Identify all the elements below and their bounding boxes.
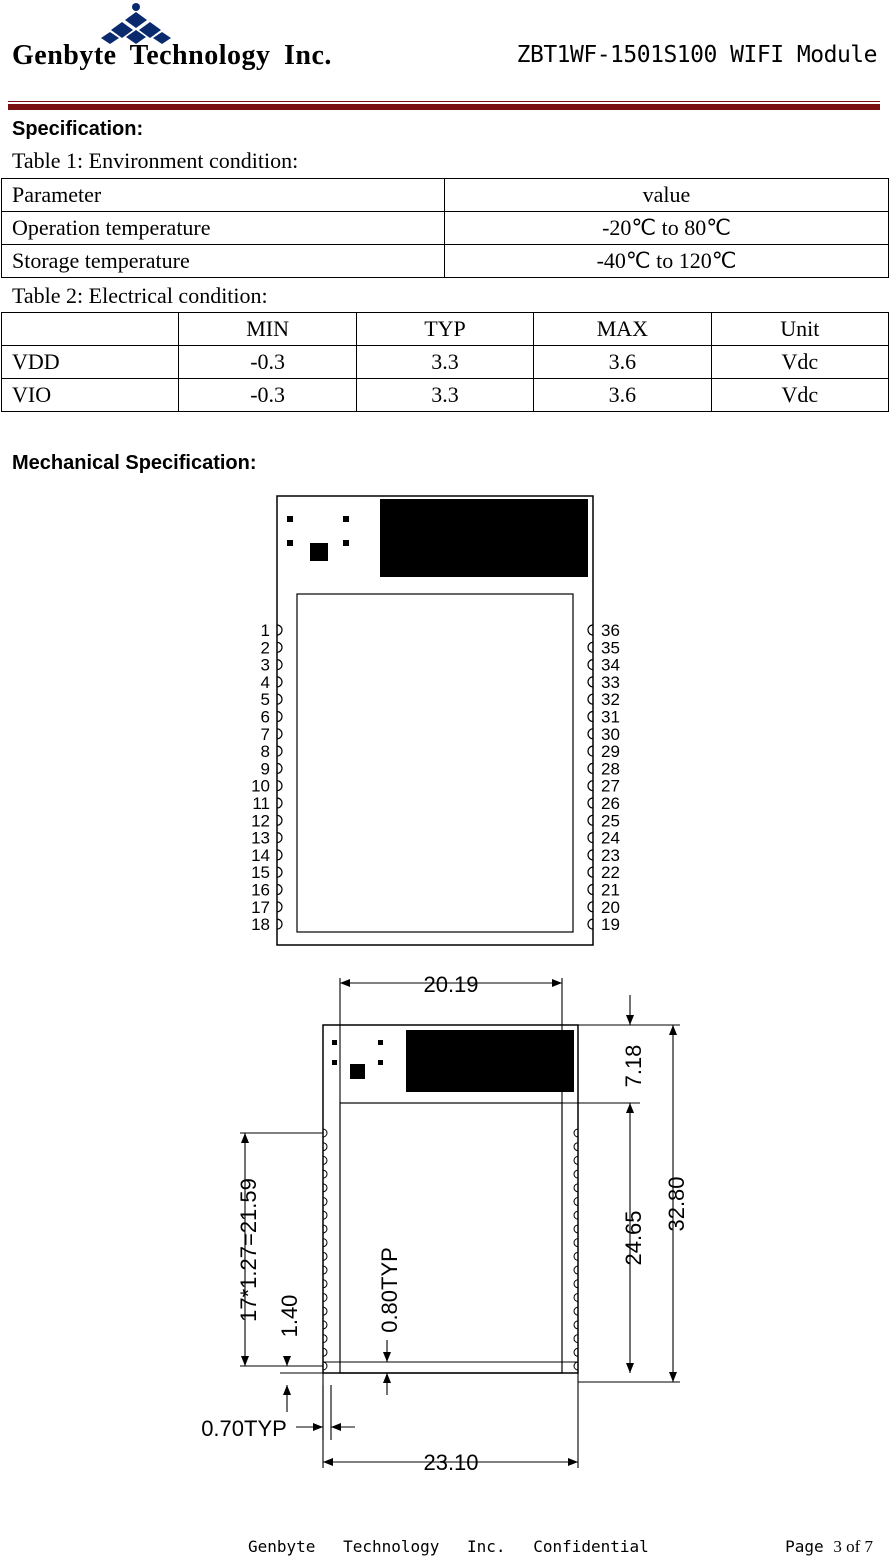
header-rule-thick bbox=[8, 104, 880, 110]
table-cell: Vdc bbox=[711, 379, 888, 412]
table2-caption: Table 2: Electrical condition: bbox=[12, 283, 268, 308]
pin-label: 29 bbox=[601, 742, 620, 762]
table-cell: 3.3 bbox=[356, 379, 533, 412]
pin-label: 13 bbox=[251, 828, 270, 848]
dim-top-section: 7.18 bbox=[621, 1044, 646, 1088]
pin-label: 10 bbox=[251, 776, 270, 796]
antenna-block bbox=[380, 499, 588, 577]
table1-caption: Table 1: Environment condition: bbox=[12, 148, 299, 173]
table-row bbox=[2, 245, 889, 278]
pin-label: 18 bbox=[251, 915, 270, 935]
table-row bbox=[2, 346, 889, 379]
pin-labels-right bbox=[601, 621, 620, 934]
pin-label: 34 bbox=[601, 655, 620, 675]
environment-table bbox=[1, 178, 889, 278]
pin-label: 1 bbox=[260, 621, 270, 640]
pin-label: 20 bbox=[601, 897, 620, 917]
pin-label: 15 bbox=[251, 863, 270, 883]
pin-label: 32 bbox=[601, 690, 620, 710]
dim-pad-width: 0.80TYP bbox=[377, 1247, 402, 1333]
antenna-block-dim bbox=[406, 1030, 574, 1092]
page-header bbox=[0, 0, 889, 115]
table-cell: -40℃ to 120℃ bbox=[445, 245, 889, 278]
pin-label: 9 bbox=[260, 759, 270, 779]
pin-label: 33 bbox=[601, 672, 620, 692]
dim-total-height: 32.80 bbox=[664, 1176, 689, 1232]
mechanical-title: Mechanical Specification: bbox=[12, 452, 257, 474]
castellated-pads bbox=[277, 625, 593, 929]
product-title: ZBT1WF-1501S100 WIFI Module bbox=[516, 42, 877, 68]
pin-label: 12 bbox=[251, 811, 270, 831]
table-header-row bbox=[2, 179, 889, 212]
pin-label: 6 bbox=[260, 707, 270, 727]
header-cell: Parameter bbox=[2, 179, 445, 212]
pin-label: 30 bbox=[601, 724, 620, 744]
table-cell: Operation temperature bbox=[2, 212, 445, 245]
page-prefix: Page bbox=[785, 1537, 824, 1556]
pin-label: 35 bbox=[601, 638, 620, 658]
dim-bottom-width: 23.10 bbox=[423, 1450, 479, 1475]
pin-label: 36 bbox=[601, 621, 620, 640]
header-cell: Unit bbox=[711, 313, 888, 346]
header-cell: MAX bbox=[534, 313, 711, 346]
pin-label: 23 bbox=[601, 845, 620, 865]
pin-label: 11 bbox=[252, 794, 270, 813]
pin-label: 2 bbox=[260, 638, 270, 658]
dim-pad-offset: 0.70TYP bbox=[201, 1416, 287, 1441]
pin-label: 5 bbox=[260, 690, 270, 710]
specification-title: Specification: bbox=[12, 118, 144, 140]
pin-label: 4 bbox=[260, 672, 270, 692]
pin-label: 17 bbox=[251, 897, 270, 917]
pin-label: 16 bbox=[251, 880, 270, 900]
pin-labels-left bbox=[251, 621, 270, 934]
mechanical-drawing bbox=[0, 480, 889, 1520]
table-cell: VDD bbox=[2, 346, 179, 379]
dim-shield-height: 24.65 bbox=[621, 1210, 646, 1266]
dim-top-width: 20.19 bbox=[423, 972, 479, 997]
table-cell: VIO bbox=[2, 379, 179, 412]
table-row bbox=[2, 379, 889, 412]
pin-label: 8 bbox=[260, 742, 270, 762]
table-cell: 3.6 bbox=[534, 379, 711, 412]
table-cell: 3.6 bbox=[534, 346, 711, 379]
fiducial-marks bbox=[287, 516, 349, 561]
pin-label: 28 bbox=[601, 759, 620, 779]
pin-label: 7 bbox=[260, 724, 270, 744]
confidential-note: Genbyte Technology Inc. Confidential bbox=[248, 1537, 649, 1556]
pin-label: 14 bbox=[251, 845, 270, 865]
header-cell: MIN bbox=[179, 313, 356, 346]
pin-label: 3 bbox=[260, 655, 270, 675]
diamond-grid-logo-icon bbox=[98, 2, 174, 44]
table-header-row bbox=[2, 313, 889, 346]
pin-label: 21 bbox=[601, 880, 620, 900]
dim-edge-offset: 1.40 bbox=[277, 1294, 302, 1338]
dim-pin-span: 17*1.27=21.59 bbox=[236, 1178, 261, 1322]
pin-label: 22 bbox=[601, 863, 620, 883]
page-count: 3 of 7 bbox=[833, 1537, 873, 1556]
header-cell bbox=[2, 313, 179, 346]
pin-label: 31 bbox=[601, 707, 620, 727]
header-cell: TYP bbox=[356, 313, 533, 346]
table-cell: -0.3 bbox=[179, 346, 356, 379]
table-cell: -0.3 bbox=[179, 379, 356, 412]
header-rule-thin bbox=[8, 101, 880, 102]
table-row bbox=[2, 212, 889, 245]
table-cell: Vdc bbox=[711, 346, 888, 379]
pin-label: 27 bbox=[601, 776, 620, 796]
table-cell: Storage temperature bbox=[2, 245, 445, 278]
pin-label: 26 bbox=[601, 794, 620, 813]
castellated-pads-dim bbox=[323, 1129, 578, 1370]
electrical-table bbox=[1, 312, 889, 412]
table-cell: -20℃ to 80℃ bbox=[445, 212, 889, 245]
pin-label: 25 bbox=[601, 811, 620, 831]
company-name: Genbyte Technology Inc. bbox=[12, 40, 332, 71]
page-number bbox=[785, 1537, 873, 1557]
header-cell: value bbox=[445, 179, 889, 212]
pin-label: 19 bbox=[601, 915, 620, 935]
pin-label: 24 bbox=[601, 828, 620, 848]
table-cell: 3.3 bbox=[356, 346, 533, 379]
